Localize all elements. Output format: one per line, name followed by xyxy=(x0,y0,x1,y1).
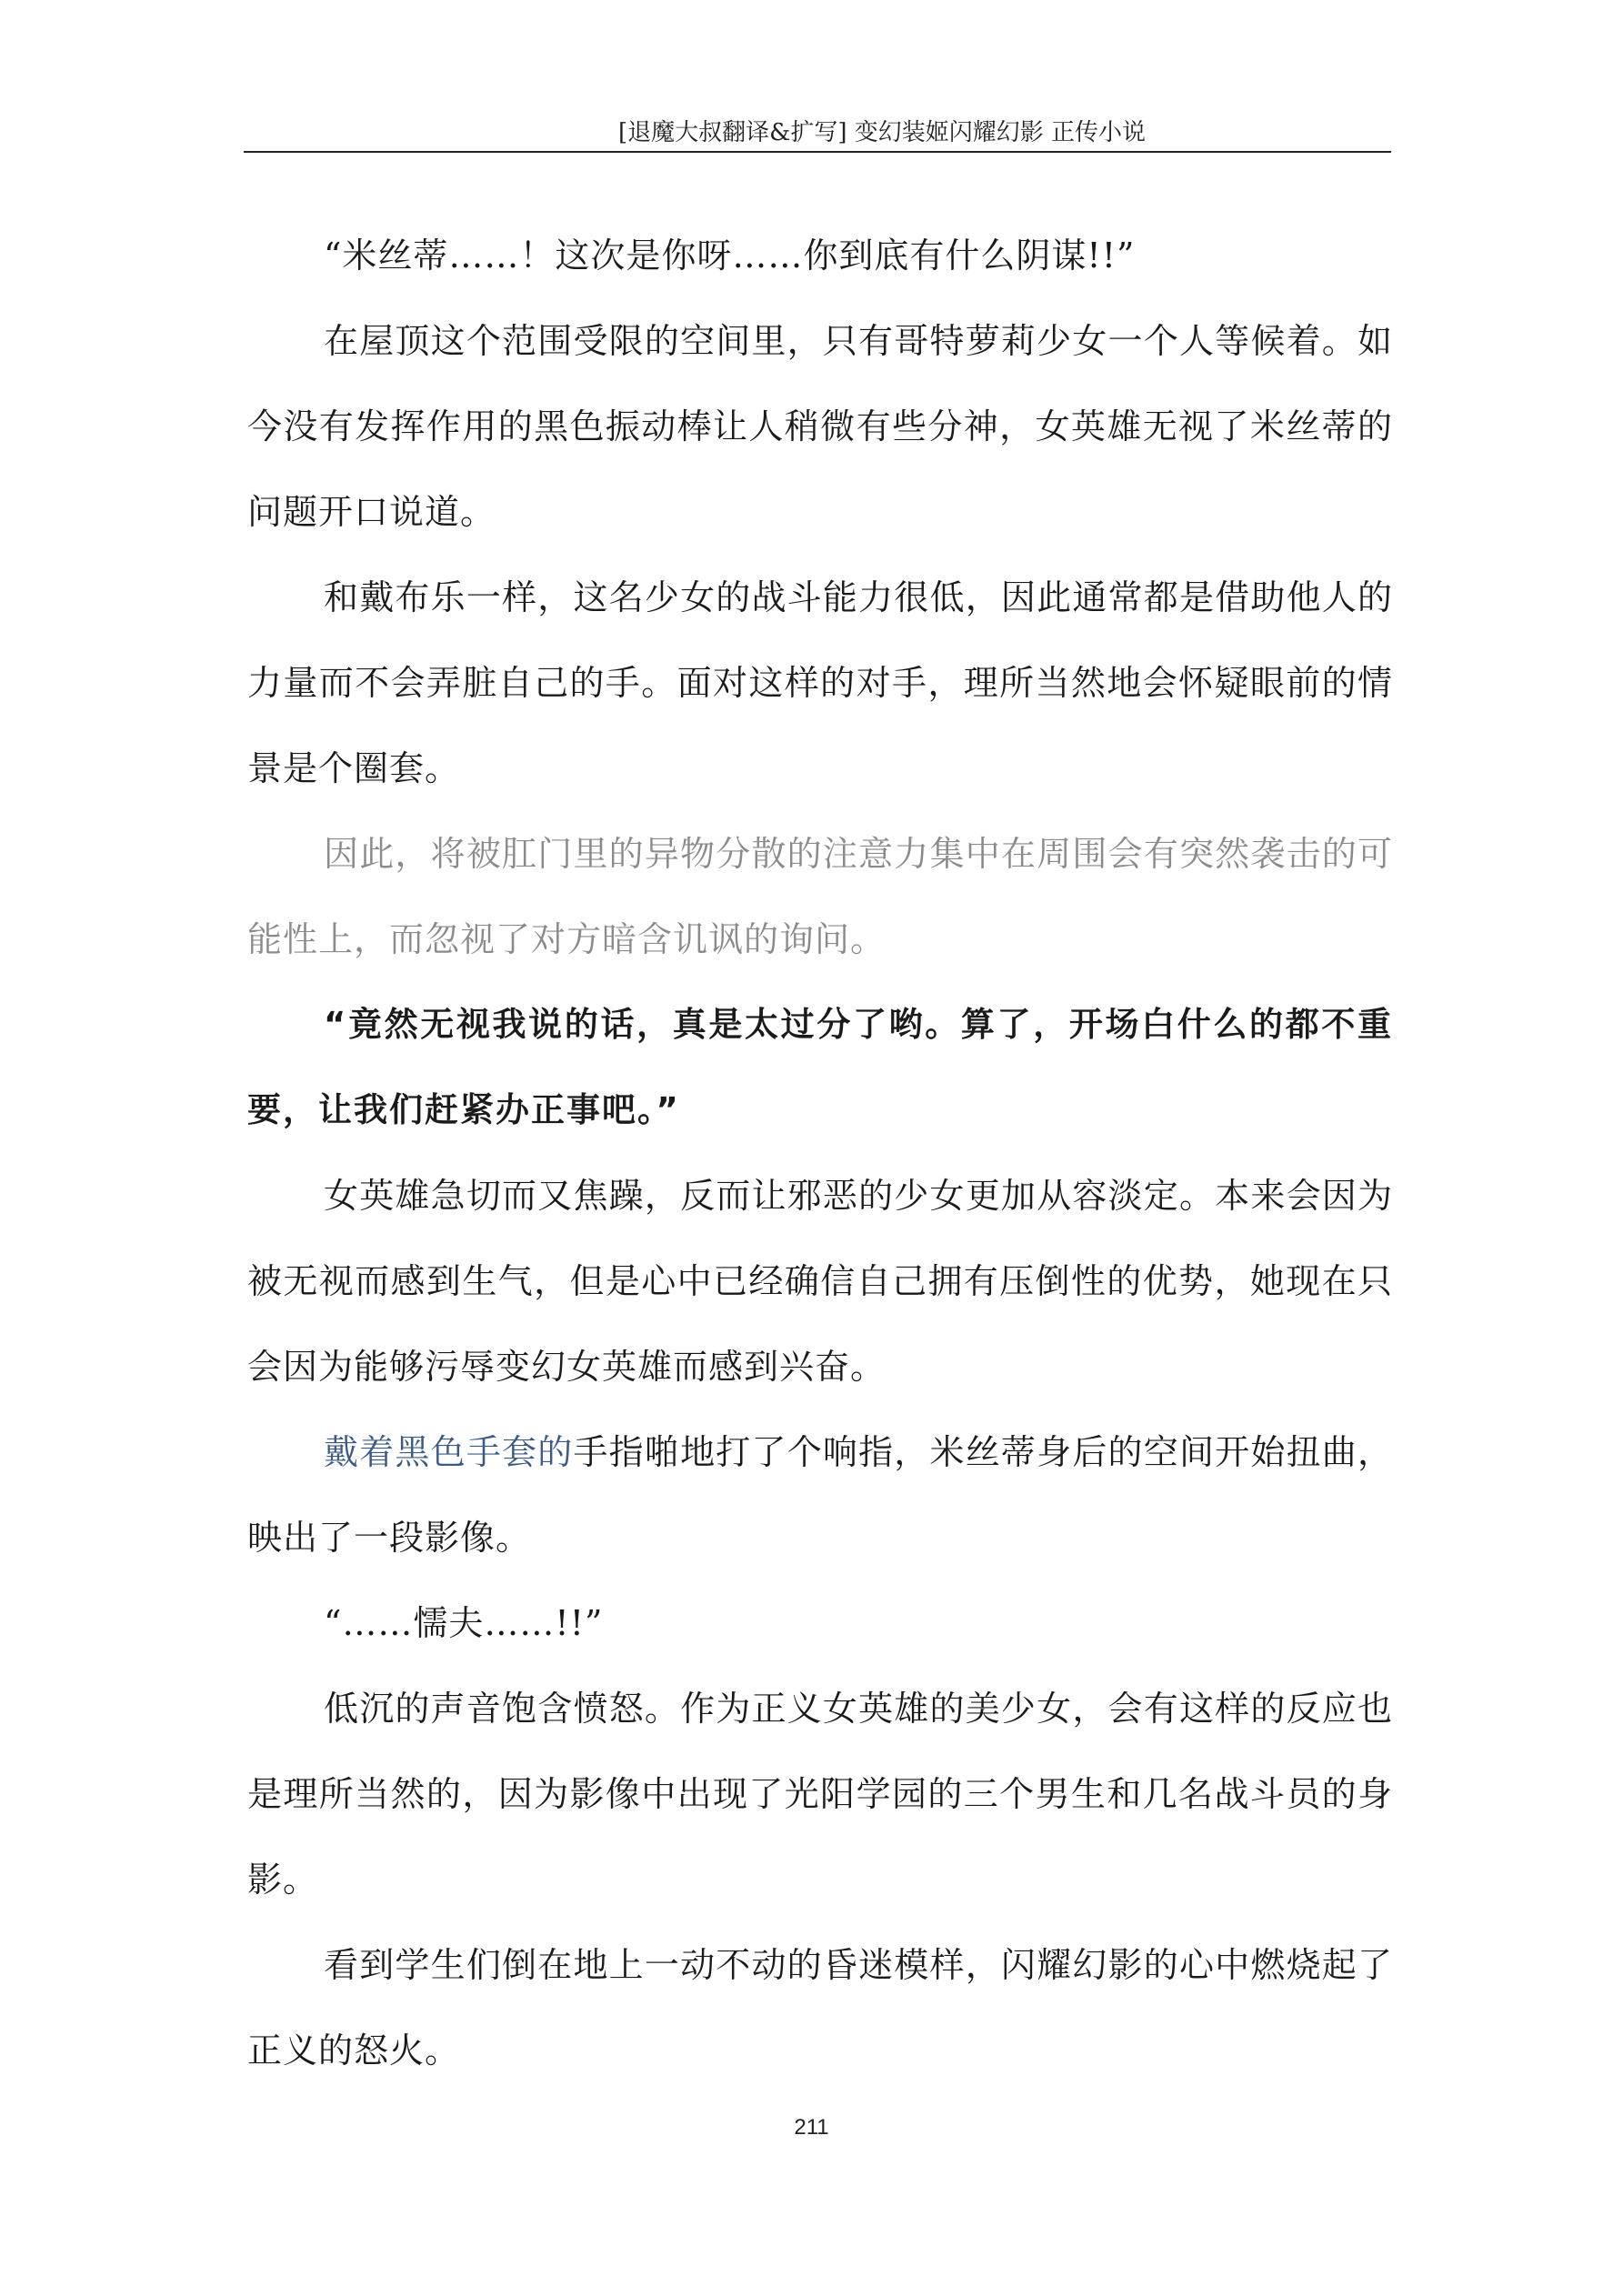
paragraph-7 xyxy=(247,1409,1393,1580)
paragraph-1: “米丝蒂……！这次是你呀……你到底有什么阴谋!!” xyxy=(324,236,1136,276)
paragraph-3: 和戴布乐一样，这名少女的战斗能力很低，因此通常都是借助他人的力量而不会弄脏自己的手。面对这样的对手，理所当然地会怀疑眼前的情景是个圈套。 xyxy=(247,577,1393,788)
page-number: 211 xyxy=(794,2115,829,2140)
paragraph-8: “……懦夫……!!” xyxy=(324,1603,604,1643)
paragraph-10: 看到学生们倒在地上一动不动的昏迷模样，闪耀幻影的心中燃烧起了正义的怒火。 xyxy=(247,1945,1393,2070)
paragraph-7-rest: 手指啪地打了个响指，米丝蒂身后的空间开始扭曲，映出了一段影像。 xyxy=(247,1432,1393,1558)
paragraph-2: 在屋顶这个范围受限的空间里，只有哥特萝莉少女一个人等候着。如今没有发挥作用的黑色振动棒让人稍微有些分神，女英雄无视了米丝蒂的问题开口说道。 xyxy=(247,321,1393,532)
highlighted-phrase: 戴着黑色手套的 xyxy=(324,1432,574,1472)
running-header: [退魔大叔翻译&扩写] 变幻装姬闪耀幻影 正传小说 xyxy=(618,119,1146,146)
paragraph-6: 女英雄急切而又焦躁，反而让邪恶的少女更加从容淡定。本来会因为被无视而感到生气，但是心中已经确信自己拥有压倒性的优势，她现在只会因为能够污辱变幻女英雄而感到兴奋。 xyxy=(247,1176,1393,1387)
header-divider xyxy=(244,151,1391,153)
document-body xyxy=(247,213,1393,2093)
paragraph-9: 低沉的声音饱含愤怒。作为正义女英雄的美少女，会有这样的反应也是理所当然的，因为影像中出现了光阳学园的三个男生和几名战斗员的身影。 xyxy=(247,1689,1393,1900)
paragraph-4-gray: 因此，将被肛门里的异物分散的注意力集中在周围会有突然袭击的可能性上，而忽视了对方暗含讥讽的询问。 xyxy=(247,834,1393,959)
paragraph-5-dialogue-bold: “竟然无视我说的话，真是太过分了哟。算了，开场白什么的都不重要，让我们赶紧办正事吧。” xyxy=(247,1005,1393,1129)
